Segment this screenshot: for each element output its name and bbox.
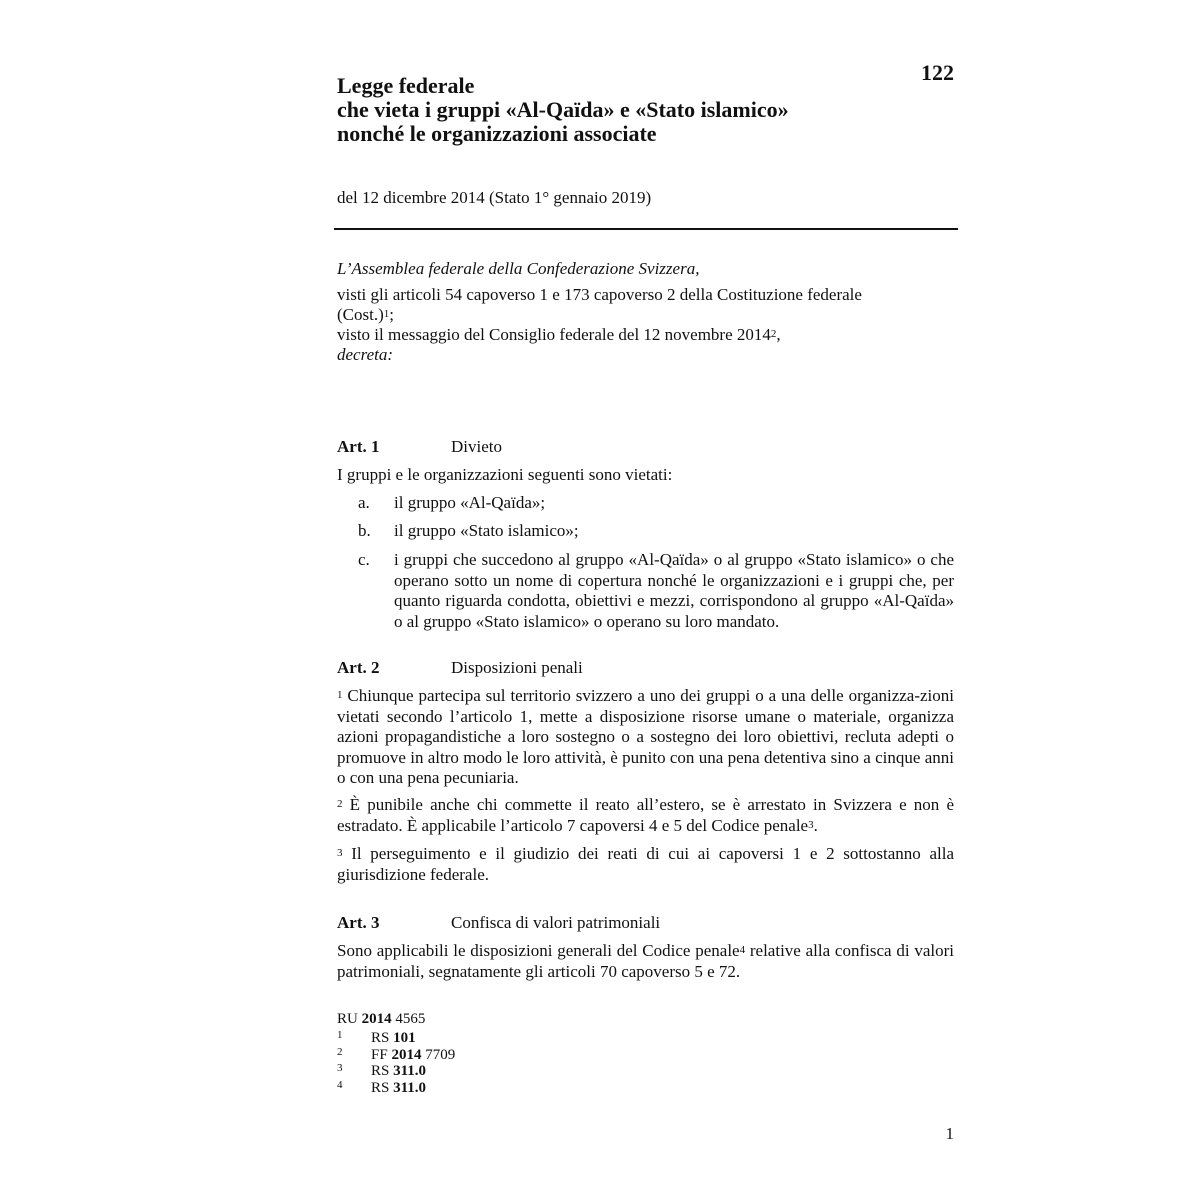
art3-text <box>337 941 954 982</box>
footnote-text <box>371 1080 426 1097</box>
footnote <box>337 1030 425 1047</box>
art1-heading <box>337 437 502 457</box>
footnote-number: 2 <box>337 1045 343 1058</box>
art2-heading <box>337 658 583 678</box>
footnote-bold: 2014 <box>391 1046 422 1063</box>
ru-year: 2014 <box>361 1011 392 1027</box>
title-line-3: nonché le organizzazioni associate <box>337 121 657 146</box>
preamble-visti-end: ; <box>389 305 394 324</box>
footnote-number: 4 <box>337 1078 343 1091</box>
list-item-letter: a. <box>358 493 370 512</box>
footnote-number: 3 <box>337 1062 343 1074</box>
art2-paragraph-1 <box>337 686 954 789</box>
footnote-ref-2: 2 <box>770 328 777 340</box>
art3-text-b: relative alla confisca di valori patrimoniali, segnatamente gli articoli 70 capoverso 5 e 72. <box>337 941 954 981</box>
list-item-letter: b. <box>358 521 371 540</box>
header-divider <box>334 228 958 230</box>
preamble-visto-text: visto il messaggio del Consiglio federale del 12 novembre 2014 <box>337 325 771 344</box>
art1-number: Art. 1 <box>337 437 380 456</box>
list-item-text: il gruppo «Stato islamico»; <box>394 521 579 540</box>
ru-prefix: RU <box>337 1011 362 1027</box>
preamble-visti-line1: visti gli articoli 54 capoverso 1 e 173 capoverso 2 della Costituzione federale <box>337 285 862 304</box>
footnote-bold: 101 <box>393 1030 416 1046</box>
paragraph-text: Il perseguimento e il giudizio dei reati di cui ai capoversi 1 e 2 sottostanno alla giurisdizione federale. <box>337 844 954 884</box>
footnote-bold: 311.0 <box>393 1079 427 1096</box>
date-line: del 12 dicembre 2014 (Stato 1° gennaio 2019) <box>337 188 652 207</box>
footnote <box>337 1045 456 1064</box>
ru-page: 4565 <box>391 1011 426 1027</box>
document-title <box>337 74 937 146</box>
preamble-decreta: decreta: <box>337 345 394 364</box>
preamble-visto-end: , <box>776 325 781 344</box>
paragraph-number: 2 <box>337 798 343 810</box>
footnotes <box>337 1011 456 1096</box>
paragraph-number: 3 <box>337 847 343 859</box>
footnote-ref-3: 3 <box>808 818 814 831</box>
art1-intro: I gruppi e le organizzazioni seguenti sono vietati: <box>337 465 673 484</box>
paragraph-text: È punibile anche chi commette il reato all’estero, se è arrestato in Svizzera e non è estradato. È applicabile l’articolo 7 capoversi 4 e 5 del Codice penale <box>337 795 954 835</box>
art3-text-a: Sono applicabili le disposizioni generali del Codice penale <box>337 941 740 960</box>
paragraph-text: Chiunque partecipa sul territorio svizzero a uno dei gruppi o a una delle organizza-zioni vietati secondo l’articolo 1, mette a disposizione risorse umane o materiale, organizza azioni propagandistiche a loro sostegno o a sostegno dei loro obiettivi, recluta adepti o promuove in altro modo le loro attività, è punito con una pena detentiva sino a cinque anni o con una pena pecuniaria. <box>337 686 954 787</box>
art2-number: Art. 2 <box>337 658 380 677</box>
art2-title: Disposizioni penali <box>451 658 583 677</box>
page-number: 1 <box>945 1124 954 1143</box>
paragraph-end: . <box>813 815 818 835</box>
preamble-visti <box>337 285 957 325</box>
footnote-prefix: RS <box>371 1063 394 1079</box>
footnote-text <box>371 1030 416 1047</box>
art3-heading <box>337 913 660 933</box>
footnote-prefix: RS <box>371 1030 394 1046</box>
list-item-text: il gruppo «Al-Qaïda»; <box>394 493 546 512</box>
list-item-letter: c. <box>358 550 370 569</box>
sr-number: 122 <box>921 60 954 85</box>
ru-reference <box>337 1011 425 1030</box>
footnote-ref-4: 4 <box>739 944 746 956</box>
footnote-suffix: 7709 <box>421 1046 456 1063</box>
footnote-text <box>371 1047 455 1064</box>
art2-paragraph-3 <box>337 844 954 885</box>
art3-title: Confisca di valori patrimoniali <box>451 913 661 932</box>
paragraph-number: 1 <box>337 689 343 701</box>
preamble-visti-line2: (Cost.) <box>337 305 384 324</box>
title-line-2: che vieta i gruppi «Al-Qaïda» e «Stato islamico» <box>337 97 789 122</box>
preamble-visto <box>337 325 957 345</box>
art3-number: Art. 3 <box>337 913 380 932</box>
footnote-prefix: RS <box>371 1079 394 1096</box>
art1-title: Divieto <box>451 437 502 456</box>
footnote <box>337 1080 425 1097</box>
footnote-bold: 311.0 <box>393 1063 427 1079</box>
footnote-prefix: FF <box>371 1046 392 1063</box>
title-line-1: Legge federale <box>337 73 475 98</box>
preamble-assembly: L’Assemblea federale della Confederazione Svizzera, <box>337 259 700 278</box>
art2-paragraph-2 <box>337 795 954 836</box>
preamble <box>337 259 957 365</box>
footnote <box>337 1063 425 1080</box>
list-item-text: i gruppi che succedono al gruppo «Al-Qaïda» o al gruppo «Stato islamico» o che operano sotto un nome di copertura nonché le organizzazioni e i gruppi che, per quanto riguarda condotta, obiettivi e mezzi, corrispondono al gruppo «Al-Qaïda» o al gruppo «Stato islamico» o operano su loro mandato. <box>394 550 954 631</box>
footnote-text <box>371 1063 426 1080</box>
footnote-ref-1: 1 <box>383 308 390 320</box>
footnote-number: 1 <box>337 1029 343 1041</box>
